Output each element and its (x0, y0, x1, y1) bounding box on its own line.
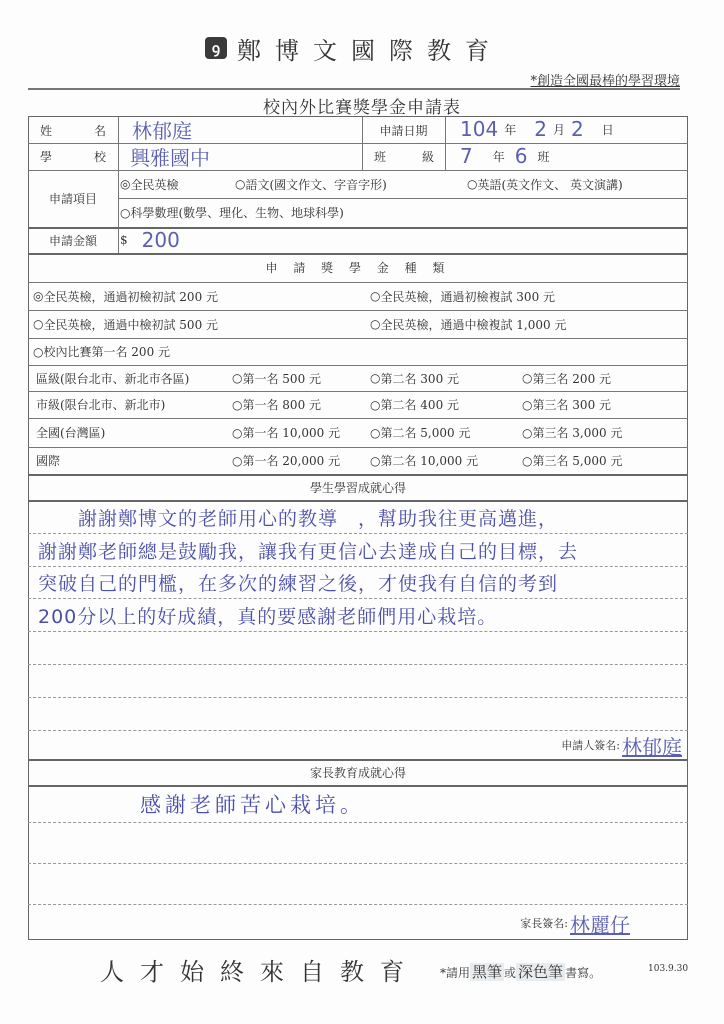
applicant-signature (561, 731, 682, 759)
ruled-line (28, 631, 688, 632)
col-divider (118, 117, 119, 253)
applicant-signature-value[interactable]: 林郁庭 (622, 734, 682, 759)
radio-empty-icon: ○ (370, 289, 381, 303)
school-field[interactable]: 興雅國中 (130, 145, 210, 170)
ruled-line (28, 598, 688, 599)
radio-empty-icon: ○ (33, 344, 44, 359)
level-city-label: 市級(限台北市、新北市) (36, 398, 166, 412)
ruled-line (28, 664, 688, 665)
brand-name: 鄭博文國際教育 (237, 36, 503, 65)
student-essay-line-3[interactable]: 突破自己的門檻，在多次的練習之後，才使我有自信的考到 (38, 573, 559, 595)
city-first-checkbox[interactable]: ○ 第一名 800 元 (232, 397, 322, 412)
class-grade[interactable]: 7 (460, 144, 473, 168)
brand-header (205, 30, 503, 66)
grade-unit: 年 (492, 149, 505, 164)
motto: *創造全國最棒的學習環境 (530, 74, 680, 89)
city-second-checkbox[interactable]: ○ 第二名 400 元 (370, 397, 460, 412)
gept-inter-second-checkbox[interactable]: ○ 全民英檢，通過中檢複試 1,000 元 (370, 317, 567, 332)
radio-empty-icon: ○ (235, 177, 246, 191)
student-essay-line-4[interactable]: 200分以上的好成績，真的要感謝老師們用心栽培。 (38, 606, 498, 628)
radio-empty-icon: ○ (33, 317, 44, 331)
currency-symbol: $ (120, 232, 128, 247)
radio-empty-icon: ○ (370, 317, 381, 331)
parent-signature-value[interactable]: 林麗仔 (570, 912, 630, 937)
district-second-checkbox[interactable]: ○ 第二名 300 元 (370, 371, 460, 386)
ruled-line (28, 822, 688, 823)
applicant-signature-label: 申請人簽名: (561, 739, 620, 752)
ruled-line (28, 863, 688, 864)
national-third-checkbox[interactable]: ○ 第三名 3,000 元 (522, 425, 623, 440)
national-second-checkbox[interactable]: ○ 第二名 5,000 元 (370, 425, 471, 440)
radio-checked-icon: ◎ (33, 289, 44, 303)
month-unit: 月 (552, 122, 565, 137)
parent-reflection-title: 家長教育成就心得 (309, 765, 406, 780)
international-third-checkbox[interactable]: ○ 第三名 5,000 元 (522, 453, 623, 468)
date-field[interactable] (460, 115, 614, 143)
parent-essay-line-1[interactable]: 感謝老師苦心栽培。 (140, 793, 365, 817)
parent-signature-label: 家長簽名: (520, 917, 568, 930)
item-chinese-checkbox[interactable]: ○ 語文(國文作文、字音字形) (235, 177, 387, 192)
amount-value[interactable]: 200 (141, 227, 180, 252)
student-reflection-title: 學生學習成就心得 (309, 480, 406, 495)
student-essay-line-1[interactable]: 謝謝鄭博文的老師用心的教導 ，幫助我往更高邁進， (38, 508, 559, 530)
pen-note: *請用 黑筆 或 深色筆 書寫。 (440, 963, 602, 981)
class-unit: 班 (537, 149, 550, 164)
year-unit: 年 (504, 122, 517, 137)
footer-slogan: 人才始終來自教育 (100, 958, 420, 986)
date-year[interactable]: 104 (460, 117, 499, 141)
amount-label: 申請金額 (48, 233, 97, 248)
class-label: 班 級 (374, 150, 434, 164)
cbp-logo-icon: ꝯ (205, 37, 227, 59)
school-first-checkbox[interactable]: ○ 校內比賽第一名 200 元 (33, 344, 171, 359)
date-day[interactable]: 2 (570, 117, 584, 141)
gept-elem-second-checkbox[interactable]: ○ 全民英檢，通過初檢複試 300 元 (370, 289, 556, 304)
radio-checked-icon: ◎ (120, 177, 131, 191)
date-month[interactable]: 2 (534, 117, 547, 141)
international-first-checkbox[interactable]: ○ 第一名 20,000 元 (232, 453, 341, 468)
name-field[interactable]: 林郁庭 (132, 118, 192, 143)
scholarship-section-title: 申 請 獎 學 金 種 類 (265, 261, 451, 275)
ruled-line (28, 697, 688, 698)
city-third-checkbox[interactable]: ○ 第三名 300 元 (522, 397, 612, 412)
form-title: 校內外比賽獎學金申請表 (263, 98, 461, 118)
district-third-checkbox[interactable]: ○ 第三名 200 元 (522, 371, 612, 386)
ruled-line (28, 904, 688, 905)
amount-field[interactable] (120, 226, 180, 253)
ruled-line (28, 533, 688, 534)
level-district-label: 區級(限台北市、新北市各區) (36, 371, 190, 386)
parent-signature (520, 908, 630, 938)
district-first-checkbox[interactable]: ○ 第一名 500 元 (232, 371, 322, 386)
class-number[interactable]: 6 (514, 144, 528, 168)
item-english-checkbox[interactable]: ○ 英語(英文作文、 英文演講) (467, 177, 623, 192)
name-label: 姓 名 (40, 123, 106, 138)
radio-empty-icon: ○ (467, 177, 478, 191)
gept-elem-first-checkbox[interactable]: ◎ 全民英檢，通過初檢初試 200 元 (33, 289, 219, 304)
form-version: 103.9.30 (648, 964, 689, 974)
international-second-checkbox[interactable]: ○ 第二名 10,000 元 (370, 453, 479, 468)
national-first-checkbox[interactable]: ○ 第一名 10,000 元 (232, 425, 341, 440)
radio-empty-icon: ○ (120, 205, 131, 220)
class-field[interactable] (460, 142, 550, 170)
col-divider (445, 117, 446, 170)
level-national-label: 全國(台灣區) (36, 426, 106, 440)
day-unit: 日 (601, 122, 614, 137)
row-divider (28, 143, 688, 144)
item-gept-checkbox[interactable]: ◎ 全民英檢 (120, 177, 179, 192)
items-label: 申請項目 (48, 192, 97, 206)
header-divider (28, 88, 680, 90)
item-science-checkbox[interactable]: ○ 科學數理(數學、理化、生物、地球科學) (120, 205, 344, 220)
school-label: 學 校 (40, 150, 106, 164)
level-international-label: 國際 (36, 454, 61, 468)
student-essay-line-2[interactable]: 謝謝鄭老師總是鼓勵我，讓我有更信心去達成自己的目標，去 (38, 541, 579, 563)
date-label: 申請日期 (379, 123, 428, 138)
gept-inter-first-checkbox[interactable]: ○ 全民英檢，通過中檢初試 500 元 (33, 317, 219, 332)
